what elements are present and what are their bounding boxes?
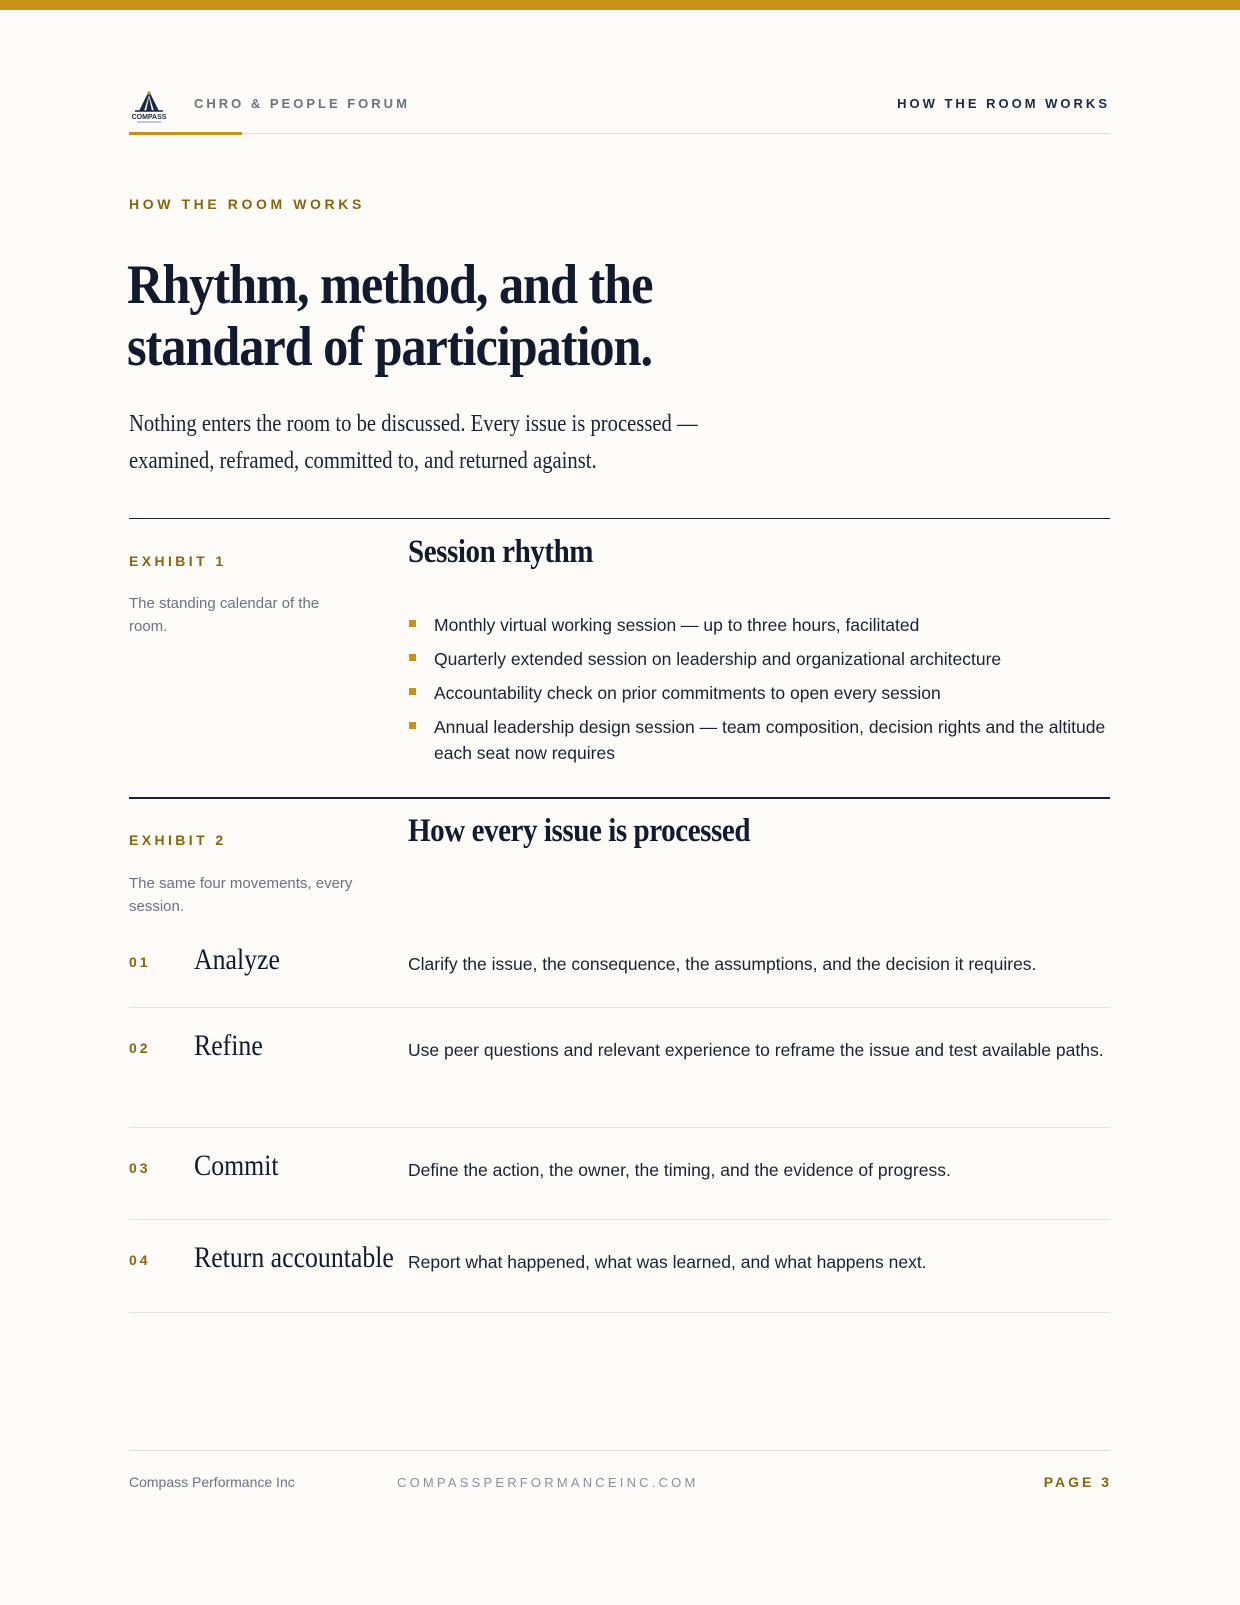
header-section-title: HOW THE ROOM WORKS (897, 96, 1110, 111)
title-line-2: standard of participation. (127, 316, 652, 378)
exhibit-2-divider (129, 797, 1110, 799)
compass-logo-icon (129, 90, 169, 126)
footer-url: COMPASSPERFORMANCEINC.COM (397, 1475, 699, 1490)
page-number: PAGE 3 (1043, 1474, 1112, 1490)
step-name: Commit (194, 1149, 279, 1182)
step-number: 02 (129, 1040, 151, 1056)
list-item: Annual leadership design session — team composition, decision rights and the altitude each seat now requires (408, 714, 1108, 766)
process-step (129, 1008, 1110, 1128)
top-accent-bar (0, 0, 1240, 10)
step-description: Report what happened, what was learned, and what happens next. (408, 1252, 927, 1272)
square-bullet-icon (409, 654, 416, 661)
process-steps (129, 922, 1110, 1313)
square-bullet-icon (409, 620, 416, 627)
list-item: Quarterly extended session on leadership and organizational architecture (408, 646, 1108, 672)
session-rhythm-list (408, 612, 1108, 774)
footer-company: Compass Performance Inc (129, 1474, 295, 1490)
step-number: 03 (129, 1160, 151, 1176)
intro-line-2: examined, reframed, committed to, and returned against. (129, 448, 597, 474)
exhibit-1-title: Session rhythm (408, 534, 594, 570)
exhibit-1-caption: The standing calendar of the room. (129, 595, 320, 635)
square-bullet-icon (409, 722, 416, 729)
exhibit-1-label: EXHIBIT 1 (129, 553, 227, 569)
section-eyebrow: HOW THE ROOM WORKS (129, 196, 365, 212)
step-name: Refine (194, 1029, 263, 1062)
forum-name: CHRO & PEOPLE FORUM (194, 96, 410, 111)
intro-paragraph (129, 406, 748, 480)
list-item: Monthly virtual working session — up to three hours, facilitated (408, 612, 1108, 638)
square-bullet-icon (409, 688, 416, 695)
title-line-1: Rhythm, method, and the (127, 254, 653, 316)
exhibit-2-title: How every issue is processed (408, 813, 751, 849)
intro-line-1: Nothing enters the room to be discussed. Every issue is processed — (129, 411, 698, 437)
process-step (129, 922, 1110, 1008)
exhibit-2-label: EXHIBIT 2 (129, 832, 227, 848)
step-description: Use peer questions and relevant experience to reframe the issue and test available paths. (408, 1040, 1104, 1060)
exhibit-1-divider (129, 518, 1110, 519)
footer-divider (129, 1450, 1110, 1451)
svg-text:COMPASS: COMPASS (131, 114, 167, 121)
process-step (129, 1220, 1110, 1313)
page-header (129, 88, 1110, 134)
step-number: 01 (129, 954, 151, 970)
step-number: 04 (129, 1252, 151, 1268)
step-description: Clarify the issue, the consequence, the assumptions, and the decision it requires. (408, 954, 1037, 974)
step-description: Define the action, the owner, the timing, and the evidence of progress. (408, 1160, 951, 1180)
header-accent-line (129, 132, 242, 135)
step-name: Return accountable (194, 1241, 394, 1274)
list-item: Accountability check on prior commitments to open every session (408, 680, 1108, 706)
process-step (129, 1128, 1110, 1220)
page-title (127, 254, 757, 378)
step-name: Analyze (194, 943, 280, 976)
exhibit-2-caption: The same four movements, every session. (129, 875, 353, 915)
